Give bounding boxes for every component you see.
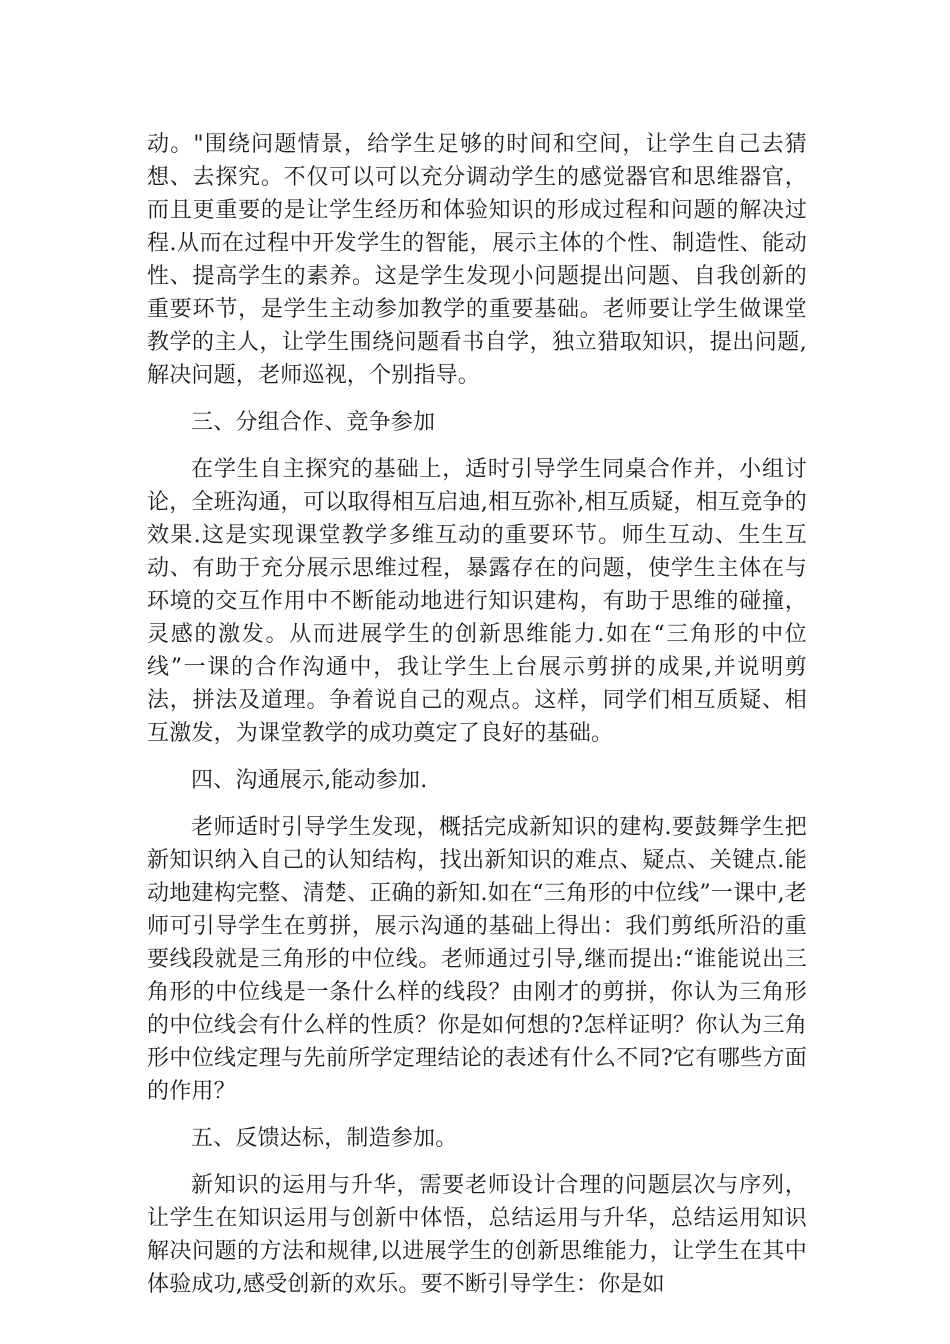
- section-heading: 五、反馈达标，制造参加。: [191, 1126, 458, 1151]
- section-heading: 三、分组合作、竞争参加: [191, 410, 436, 435]
- document-body: [147, 128, 807, 1315]
- body-paragraph: 老师适时引导学生发现，概括完成新知识的建构.要鼓舞学生把新知识纳入自己的认知结构，找出新知识的难点、疑点、关键点.能动地建构完整、清楚、正确的新知.如在“三角形的中位线”一课中,老师可引导学生在剪拼，展示沟通的基础上得出：我们剪纸所沿的重要线段就是三角形的中位线。老师通过引导,继而提出:“谁能说出三角形的中位线是一条什么样的线段？由刚才的剪拼，你认为三角形的中位线会有什么样的性质？你是如何想的?怎样证明？你认为三角形中位线定理与先前所学定理结论的表述有什么不同?它有哪些方面的作用？: [147, 815, 807, 1104]
- body-paragraph: 在学生自主探究的基础上，适时引导学生同桌合作并，小组讨论，全班沟通，可以取得相互启迪,相互弥补,相互质疑，相互竞争的效果.这是实现课堂教学多维互动的重要环节。师生互动、生生互动、有助于充分展示思维过程，暴露存在的问题，使学生主体在与环境的交互作用中不断能动地进行知识建构，有助于思维的碰撞，灵感的激发。从而进展学生的创新思维能力.如在“三角形的中位线”一课的合作沟通中，我让学生上台展示剪拼的成果,并说明剪法，拼法及道理。争着说自己的观点。这样，同学们相互质疑、相互激发，为课堂教学的成功奠定了良好的基础。: [147, 457, 807, 746]
- body-paragraph: 动。"围绕问题情景，给学生足够的时间和空间，让学生自己去猜想、去探究。不仅可以可以充分调动学生的感觉器官和思维器官，而且更重要的是让学生经历和体验知识的形成过程和问题的解决过程.从而在过程中开发学生的智能，展示主体的个性、制造性、能动性、提高学生的素养。这是学生发现小问题提出问题、自我创新的重要环节，是学生主动参加教学的重要基础。老师要让学生做课堂教学的主人，让学生围绕问题看书自学，独立猎取知识，提出问题,解决问题，老师巡视，个别指导。: [147, 132, 807, 388]
- section-heading: 四、沟通展示,能动参加.: [191, 768, 428, 793]
- body-paragraph: 新知识的运用与升华，需要老师设计合理的问题层次与序列，让学生在知识运用与创新中体悟，总结运用与升华，总结运用知识解决问题的方法和规律,以进展学生的创新思维能力，让学生在其中体验成功,感受创新的欢乐。要不断引导学生：你是如: [147, 1173, 807, 1297]
